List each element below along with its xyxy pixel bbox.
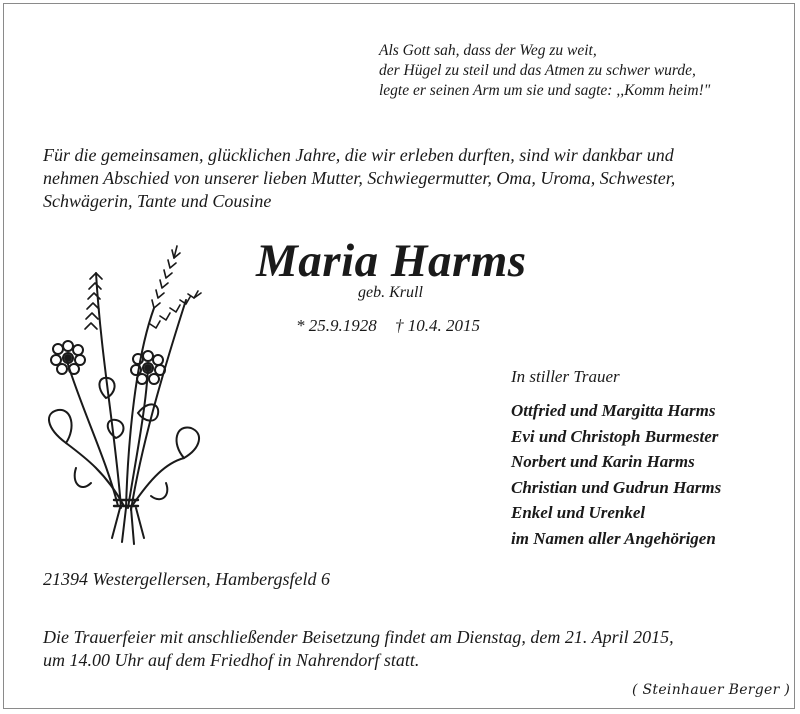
service-line: Die Trauerfeier mit anschließender Beisetzung findet am Dienstag, dem 21. April 2015, xyxy=(43,627,674,647)
service-line: um 14.00 Uhr auf dem Friedhof in Nahrendorf statt. xyxy=(43,650,420,670)
mourner-name: Ottfried und Margitta Harms xyxy=(511,401,716,420)
mourner-name: im Namen aller Angehörigen xyxy=(511,528,716,548)
intro-line: Schwägerin, Tante und Cousine xyxy=(43,191,272,211)
wheat-and-flowers-bouquet-icon xyxy=(36,238,206,550)
mourner-name: Enkel und Urenkel xyxy=(511,503,646,522)
stonemason-signature: ( Steinhauer Berger ) xyxy=(632,682,791,698)
address: 21394 Westergellersen, Hambergsfeld 6 xyxy=(43,569,330,589)
maiden-name: geb. Krull xyxy=(358,284,423,301)
birth-date: * 25.9.1928 xyxy=(296,316,377,335)
mourner-list xyxy=(511,398,721,551)
mourner-name: Norbert und Karin Harms xyxy=(511,452,695,471)
mourning-heading: In stiller Trauer xyxy=(511,367,620,386)
intro-line: nehmen Abschied von unserer lieben Mutter, Schwiegermutter, Oma, Uroma, Schwester, xyxy=(43,168,676,188)
life-dates xyxy=(296,316,494,336)
mourner-name: Evi und Christoph Burmester xyxy=(511,426,719,446)
service-info xyxy=(43,626,674,672)
poem xyxy=(379,41,710,101)
poem-line: legte er seinen Arm um sie und sagte: ,,Komm heim!" xyxy=(379,82,711,99)
intro-line: Für die gemeinsamen, glücklichen Jahre, die wir erleben durften, sind wir dankbar und xyxy=(43,145,674,165)
deceased-name: Maria Harms xyxy=(256,235,527,287)
intro-text xyxy=(43,144,773,213)
mourner-name: Christian und Gudrun Harms xyxy=(511,477,722,497)
death-date: † 10.4. 2015 xyxy=(395,316,480,335)
poem-line: der Hügel zu steil und das Atmen zu schwer wurde, xyxy=(379,62,696,79)
poem-line: Als Gott sah, dass der Weg zu weit, xyxy=(379,42,597,59)
